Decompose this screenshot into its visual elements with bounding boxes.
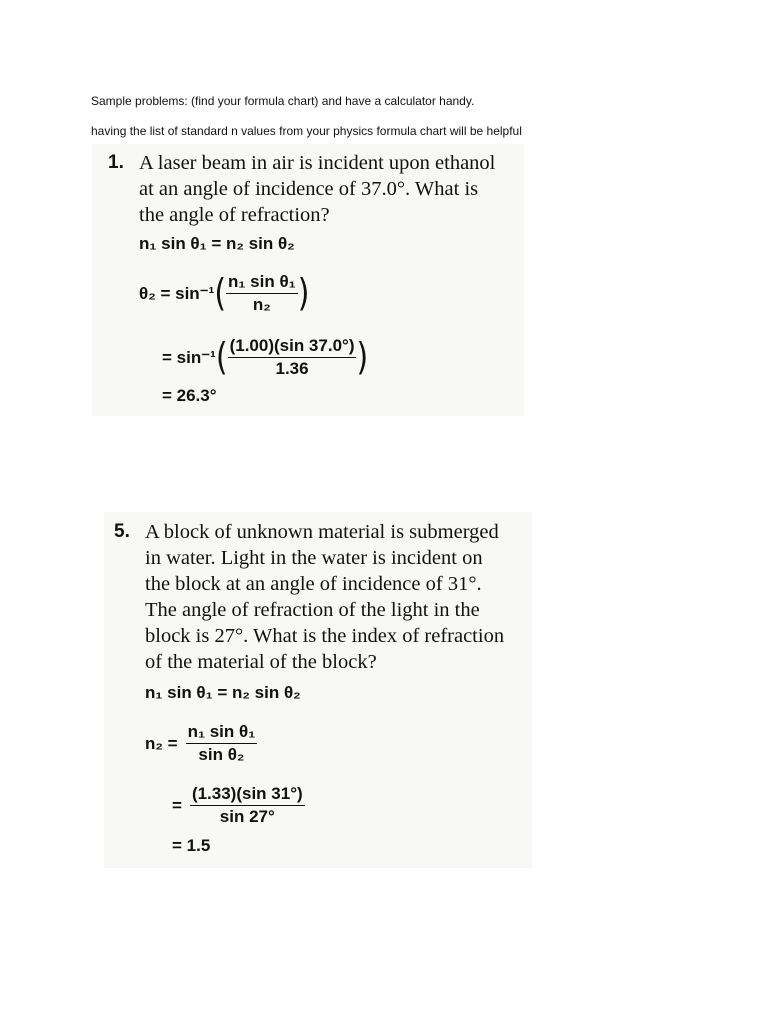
open-paren: ( [214,271,227,315]
fraction-numerator: n₁ sin θ₁ [226,272,298,294]
problem-5-line: block is 27°. What is the index of refraction [145,625,505,647]
fraction-denominator: sin θ₂ [198,745,245,764]
problem-1-step-2 [162,336,368,379]
fraction-denominator: 1.36 [275,359,309,378]
problem-5-line: The angle of refraction of the light in the [145,599,480,621]
problem-5-step-2-fraction [190,784,305,827]
problem-5-step-2 [172,784,305,827]
problem-1-number: 1. [108,152,124,173]
fraction-numerator: (1.33)(sin 31°) [190,784,305,806]
problem-5-line: of the material of the block? [145,651,377,673]
problem-5-step-1-fraction [186,722,258,765]
problem-1-step-1-lhs: θ₂ = sin⁻¹ [139,283,215,303]
problem-5-snell-law: n₁ sin θ₁ = n₂ sin θ₂ [145,683,301,702]
problem-1-line: A laser beam in air is incident upon ethanol [139,152,496,174]
problem-5-line: in water. Light in the water is incident on [145,547,483,569]
problem-5-line: A block of unknown material is submerged [145,521,499,543]
problem-5-text [145,519,504,675]
fraction-numerator: n₁ sin θ₁ [186,722,258,744]
problem-1-text [139,150,495,228]
fraction-denominator: sin 27° [219,807,275,826]
problem-5-line: the block at an angle of incidence of 31°. [145,573,482,595]
problem-5-number: 5. [114,521,130,542]
problem-1-step-2-lhs: = sin⁻¹ [162,347,216,367]
problem-5-step-1-lhs: n₂ = [145,733,178,753]
fraction-denominator: n₂ [252,295,271,314]
problem-5 [114,519,504,675]
problem-1-step-1 [139,272,309,315]
instruction-line-1: Sample problems: (find your formula chart) and have a calculator handy. [91,94,475,108]
problem-5-step-2-lhs: = [172,795,182,815]
fraction-numerator: (1.00)(sin 37.0°) [228,336,357,358]
problem-1-snell-law: n₁ sin θ₁ = n₂ sin θ₂ [139,234,295,253]
close-paren: ) [297,271,310,315]
close-paren: ) [356,335,369,379]
open-paren: ( [215,335,228,379]
problem-1-step-2-fraction [228,336,357,379]
instruction-line-2: having the list of standard n values from your physics formula chart will be helpful [91,124,522,138]
problem-1 [108,150,495,228]
problem-5-step-1 [145,722,257,765]
problem-1-step-1-fraction [226,272,298,315]
problem-1-line: the angle of refraction? [139,204,330,226]
problem-1-result: = 26.3° [162,386,217,405]
problem-1-line: at an angle of incidence of 37.0°. What is [139,178,479,200]
problem-5-result: = 1.5 [172,836,211,855]
